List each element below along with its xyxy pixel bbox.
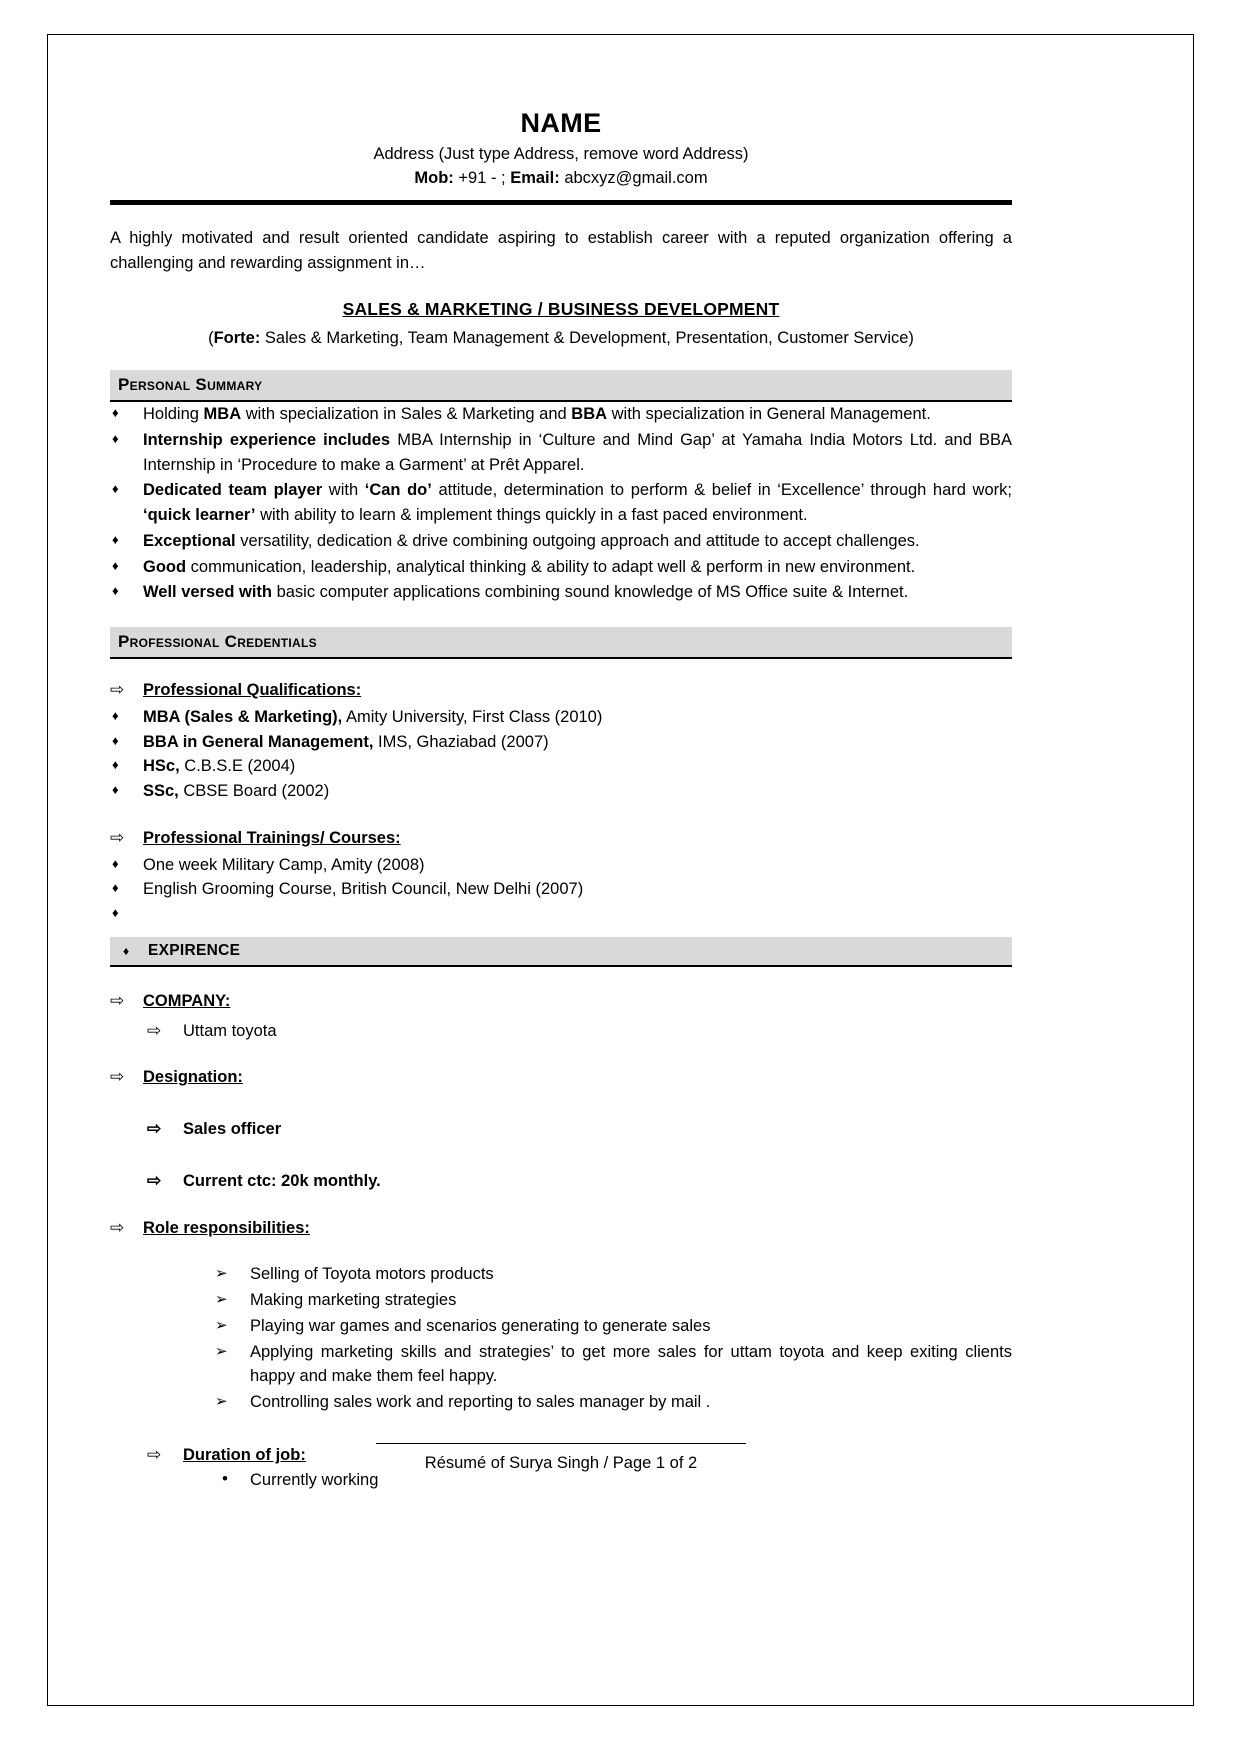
personal-summary-list — [110, 402, 1012, 605]
diamond-bullet-icon: ♦ — [112, 405, 119, 421]
contact-line — [110, 167, 1012, 191]
summary-1-bold-bba: BBA — [571, 405, 608, 424]
email-label: Email: — [510, 168, 560, 187]
summary-4-rest: versatility, dedication & drive combining outgoing approach and attitude to accept challenges. — [235, 531, 920, 550]
summary-3-bold3: ‘quick learner’ — [143, 506, 256, 525]
summary-item-5 — [143, 555, 1012, 580]
summary-item-3 — [143, 478, 1012, 528]
summary-item-2 — [143, 428, 1012, 478]
designation-value-row — [110, 1117, 1012, 1142]
diamond-bullet-icon: ♦ — [112, 583, 119, 599]
arrow-bullet-icon: ⇨ — [110, 1217, 125, 1237]
diamond-bullet-icon: ♦ — [112, 855, 119, 871]
arrow-bullet-icon: ⇨ — [147, 1444, 162, 1464]
list-item — [110, 580, 1012, 605]
company-name-row — [110, 1019, 1012, 1044]
summary-1-lead: Holding — [143, 405, 204, 424]
company-name: Uttam toyota — [183, 1021, 277, 1040]
spacer — [110, 1090, 1012, 1112]
spacer — [110, 1043, 1012, 1065]
section-header-professional-credentials: Professional Credentials — [110, 627, 1012, 659]
spacer — [110, 1194, 1012, 1216]
summary-4-bold: Exceptional — [143, 531, 236, 550]
chevron-bullet-icon: ➢ — [215, 1316, 228, 1334]
diamond-bullet-icon: ♦ — [112, 732, 119, 748]
objective-paragraph: A highly motivated and result oriented candidate aspiring to establish career with a reputed organization offering a challenging and rewarding assignment in… — [110, 228, 1012, 273]
section-header-personal-summary: Personal Summary — [110, 370, 1012, 402]
spacer — [110, 1142, 1012, 1164]
list-item — [110, 877, 1012, 902]
page-title: NAME — [520, 108, 602, 138]
arrow-bullet-icon: ⇨ — [110, 1067, 125, 1087]
diamond-bullet-icon: ♦ — [123, 943, 130, 958]
chevron-bullet-icon: ➢ — [215, 1265, 228, 1283]
summary-2-bold: Internship experience includes — [143, 430, 391, 449]
list-item — [110, 779, 1012, 804]
arrow-bullet-icon: ⇨ — [110, 990, 125, 1010]
chevron-bullet-icon: ➢ — [215, 1291, 228, 1309]
forte-line — [110, 329, 1012, 348]
summary-3-tail: with ability to learn & implement things quickly in a fast paced environment. — [255, 506, 808, 525]
summary-3-bold2: ‘Can do’ — [364, 481, 432, 500]
qualifications-heading — [110, 678, 1012, 703]
arrow-bullet-icon: ⇨ — [147, 1170, 162, 1190]
qual-1-rest: Amity University, First Class (2010) — [342, 707, 603, 726]
qual-4-bold: SSc, — [143, 782, 179, 801]
responsibilities-list — [110, 1262, 1012, 1415]
section-header-experience — [110, 937, 1012, 967]
training-item-2: English Grooming Course, British Council, New Delhi (2007) — [143, 880, 584, 899]
summary-3-mid2: attitude, determination to perform & belief in ‘Excellence’ through hard work; — [431, 481, 1012, 500]
spacer — [110, 1416, 1012, 1438]
list-item — [110, 478, 1012, 528]
diamond-bullet-icon: ♦ — [112, 880, 119, 896]
experience-band-label: EXPIRENCE — [148, 941, 241, 959]
arrow-bullet-icon: ⇨ — [147, 1020, 162, 1040]
footer-divider — [376, 1443, 746, 1444]
list-item — [110, 555, 1012, 580]
forte-value: Sales & Marketing, Team Management & Development, Presentation, Customer Service) — [260, 329, 914, 348]
qual-4-rest: CBSE Board (2002) — [178, 782, 330, 801]
list-item — [110, 754, 1012, 779]
professional-trainings-block — [110, 826, 1012, 927]
diamond-bullet-icon: ♦ — [112, 557, 119, 573]
chevron-bullet-icon: ➢ — [215, 1393, 228, 1411]
forte-open-paren: ( — [208, 329, 214, 348]
designation-value: Sales officer — [183, 1120, 282, 1139]
responsibility-3: Playing war games and scenarios generating to generate sales — [250, 1316, 711, 1335]
summary-1-bold-mba: MBA — [203, 405, 242, 424]
trainings-heading — [110, 826, 1012, 851]
list-item — [110, 529, 1012, 554]
role-heading-text: Role responsibilities: — [143, 1218, 310, 1237]
diamond-bullet-icon: ♦ — [112, 430, 119, 446]
chevron-bullet-icon: ➢ — [215, 1342, 228, 1360]
list-item — [110, 730, 1012, 755]
summary-1-tail: with specialization in General Management. — [607, 405, 931, 424]
list-item — [110, 853, 1012, 878]
company-heading — [110, 989, 1012, 1014]
footer-text: Résumé of Surya Singh / Page 1 of 2 — [424, 1454, 698, 1472]
summary-3-mid: with — [322, 481, 365, 500]
responsibility-4: Applying marketing skills and strategies’ to get more sales for uttam toyota and keep exiting clients happy and make them feel happy. — [250, 1342, 1012, 1386]
arrow-bullet-icon: ⇨ — [110, 827, 125, 847]
summary-6-rest: basic computer applications combining sound knowledge of MS Office suite & Internet. — [272, 583, 909, 602]
dot-bullet-icon: • — [222, 1468, 228, 1488]
diamond-bullet-icon: ♦ — [112, 481, 119, 497]
trainings-heading-text: Professional Trainings/ Courses: — [143, 828, 401, 847]
spacer — [110, 804, 1012, 826]
list-item — [110, 402, 1012, 427]
summary-2-rest: MBA Internship in ‘Culture and Mind Gap’ at Yamaha India Motors Ltd. and BBA Internship in ‘Procedure to make a Garment’ at Prêt Apparel. — [143, 430, 1012, 474]
mobile-value: +91 - ; — [453, 168, 511, 187]
list-item-empty — [110, 902, 1012, 927]
diamond-bullet-icon: ♦ — [112, 531, 119, 547]
resume-page — [110, 108, 1012, 1492]
professional-qualifications-block — [110, 678, 1012, 804]
responsibility-2: Making marketing strategies — [250, 1291, 457, 1310]
summary-3-bold: Dedicated team player — [143, 481, 323, 500]
qual-3-bold: HSc, — [143, 757, 180, 776]
list-item — [110, 705, 1012, 730]
list-item — [110, 1262, 1012, 1287]
header-divider — [110, 200, 1012, 205]
ctc-value: Current ctc: 20k monthly. — [183, 1171, 381, 1190]
diamond-bullet-icon: ♦ — [112, 782, 119, 798]
summary-item-1 — [143, 402, 1012, 427]
qual-2-rest: IMS, Ghaziabad (2007) — [373, 732, 549, 751]
summary-1-mid: with specialization in Sales & Marketing and — [241, 405, 572, 424]
list-item — [110, 1390, 1012, 1415]
diamond-bullet-icon: ♦ — [112, 905, 119, 921]
spacer — [110, 1240, 1012, 1262]
company-heading-text: COMPANY: — [143, 991, 231, 1010]
email-value: abcxyz@gmail.com — [559, 168, 708, 187]
designation-heading-text: Designation: — [143, 1068, 243, 1087]
summary-6-bold: Well versed with — [143, 583, 272, 602]
list-item — [110, 1314, 1012, 1339]
training-item-1: One week Military Camp, Amity (2008) — [143, 855, 425, 874]
page-footer — [110, 1443, 1012, 1475]
summary-item-4 — [143, 529, 1012, 554]
spacer — [110, 967, 1012, 989]
duration-value: Currently working — [250, 1470, 379, 1489]
address-line: Address (Just type Address, remove word Address) — [373, 145, 749, 164]
target-role-headline: SALES & MARKETING / BUSINESS DEVELOPMENT — [342, 299, 780, 320]
ctc-row — [110, 1169, 1012, 1194]
list-item — [110, 1340, 1012, 1390]
list-item — [110, 428, 1012, 478]
summary-5-rest: communication, leadership, analytical thinking & ability to adapt well & perform in new environment. — [186, 557, 916, 576]
duration-heading-text: Duration of job: — [183, 1445, 306, 1464]
responsibility-1: Selling of Toyota motors products — [250, 1265, 494, 1284]
diamond-bullet-icon: ♦ — [112, 707, 119, 723]
summary-item-6 — [143, 580, 1012, 605]
list-item — [110, 1288, 1012, 1313]
arrow-bullet-icon: ⇨ — [110, 680, 125, 700]
summary-5-bold: Good — [143, 557, 187, 576]
designation-heading — [110, 1065, 1012, 1090]
qual-1-bold: MBA (Sales & Marketing), — [143, 707, 343, 726]
arrow-bullet-icon: ⇨ — [147, 1119, 162, 1139]
diamond-bullet-icon: ♦ — [112, 757, 119, 773]
mobile-label: Mob: — [414, 168, 454, 187]
qual-3-rest: C.B.S.E (2004) — [179, 757, 296, 776]
responsibility-5: Controlling sales work and reporting to sales manager by mail . — [250, 1393, 711, 1412]
qualifications-heading-text: Professional Qualifications: — [143, 681, 362, 700]
forte-label: Forte: — [213, 329, 261, 348]
qual-2-bold: BBA in General Management, — [143, 732, 374, 751]
training-item-3 — [143, 905, 148, 923]
role-responsibilities-heading — [110, 1216, 1012, 1241]
